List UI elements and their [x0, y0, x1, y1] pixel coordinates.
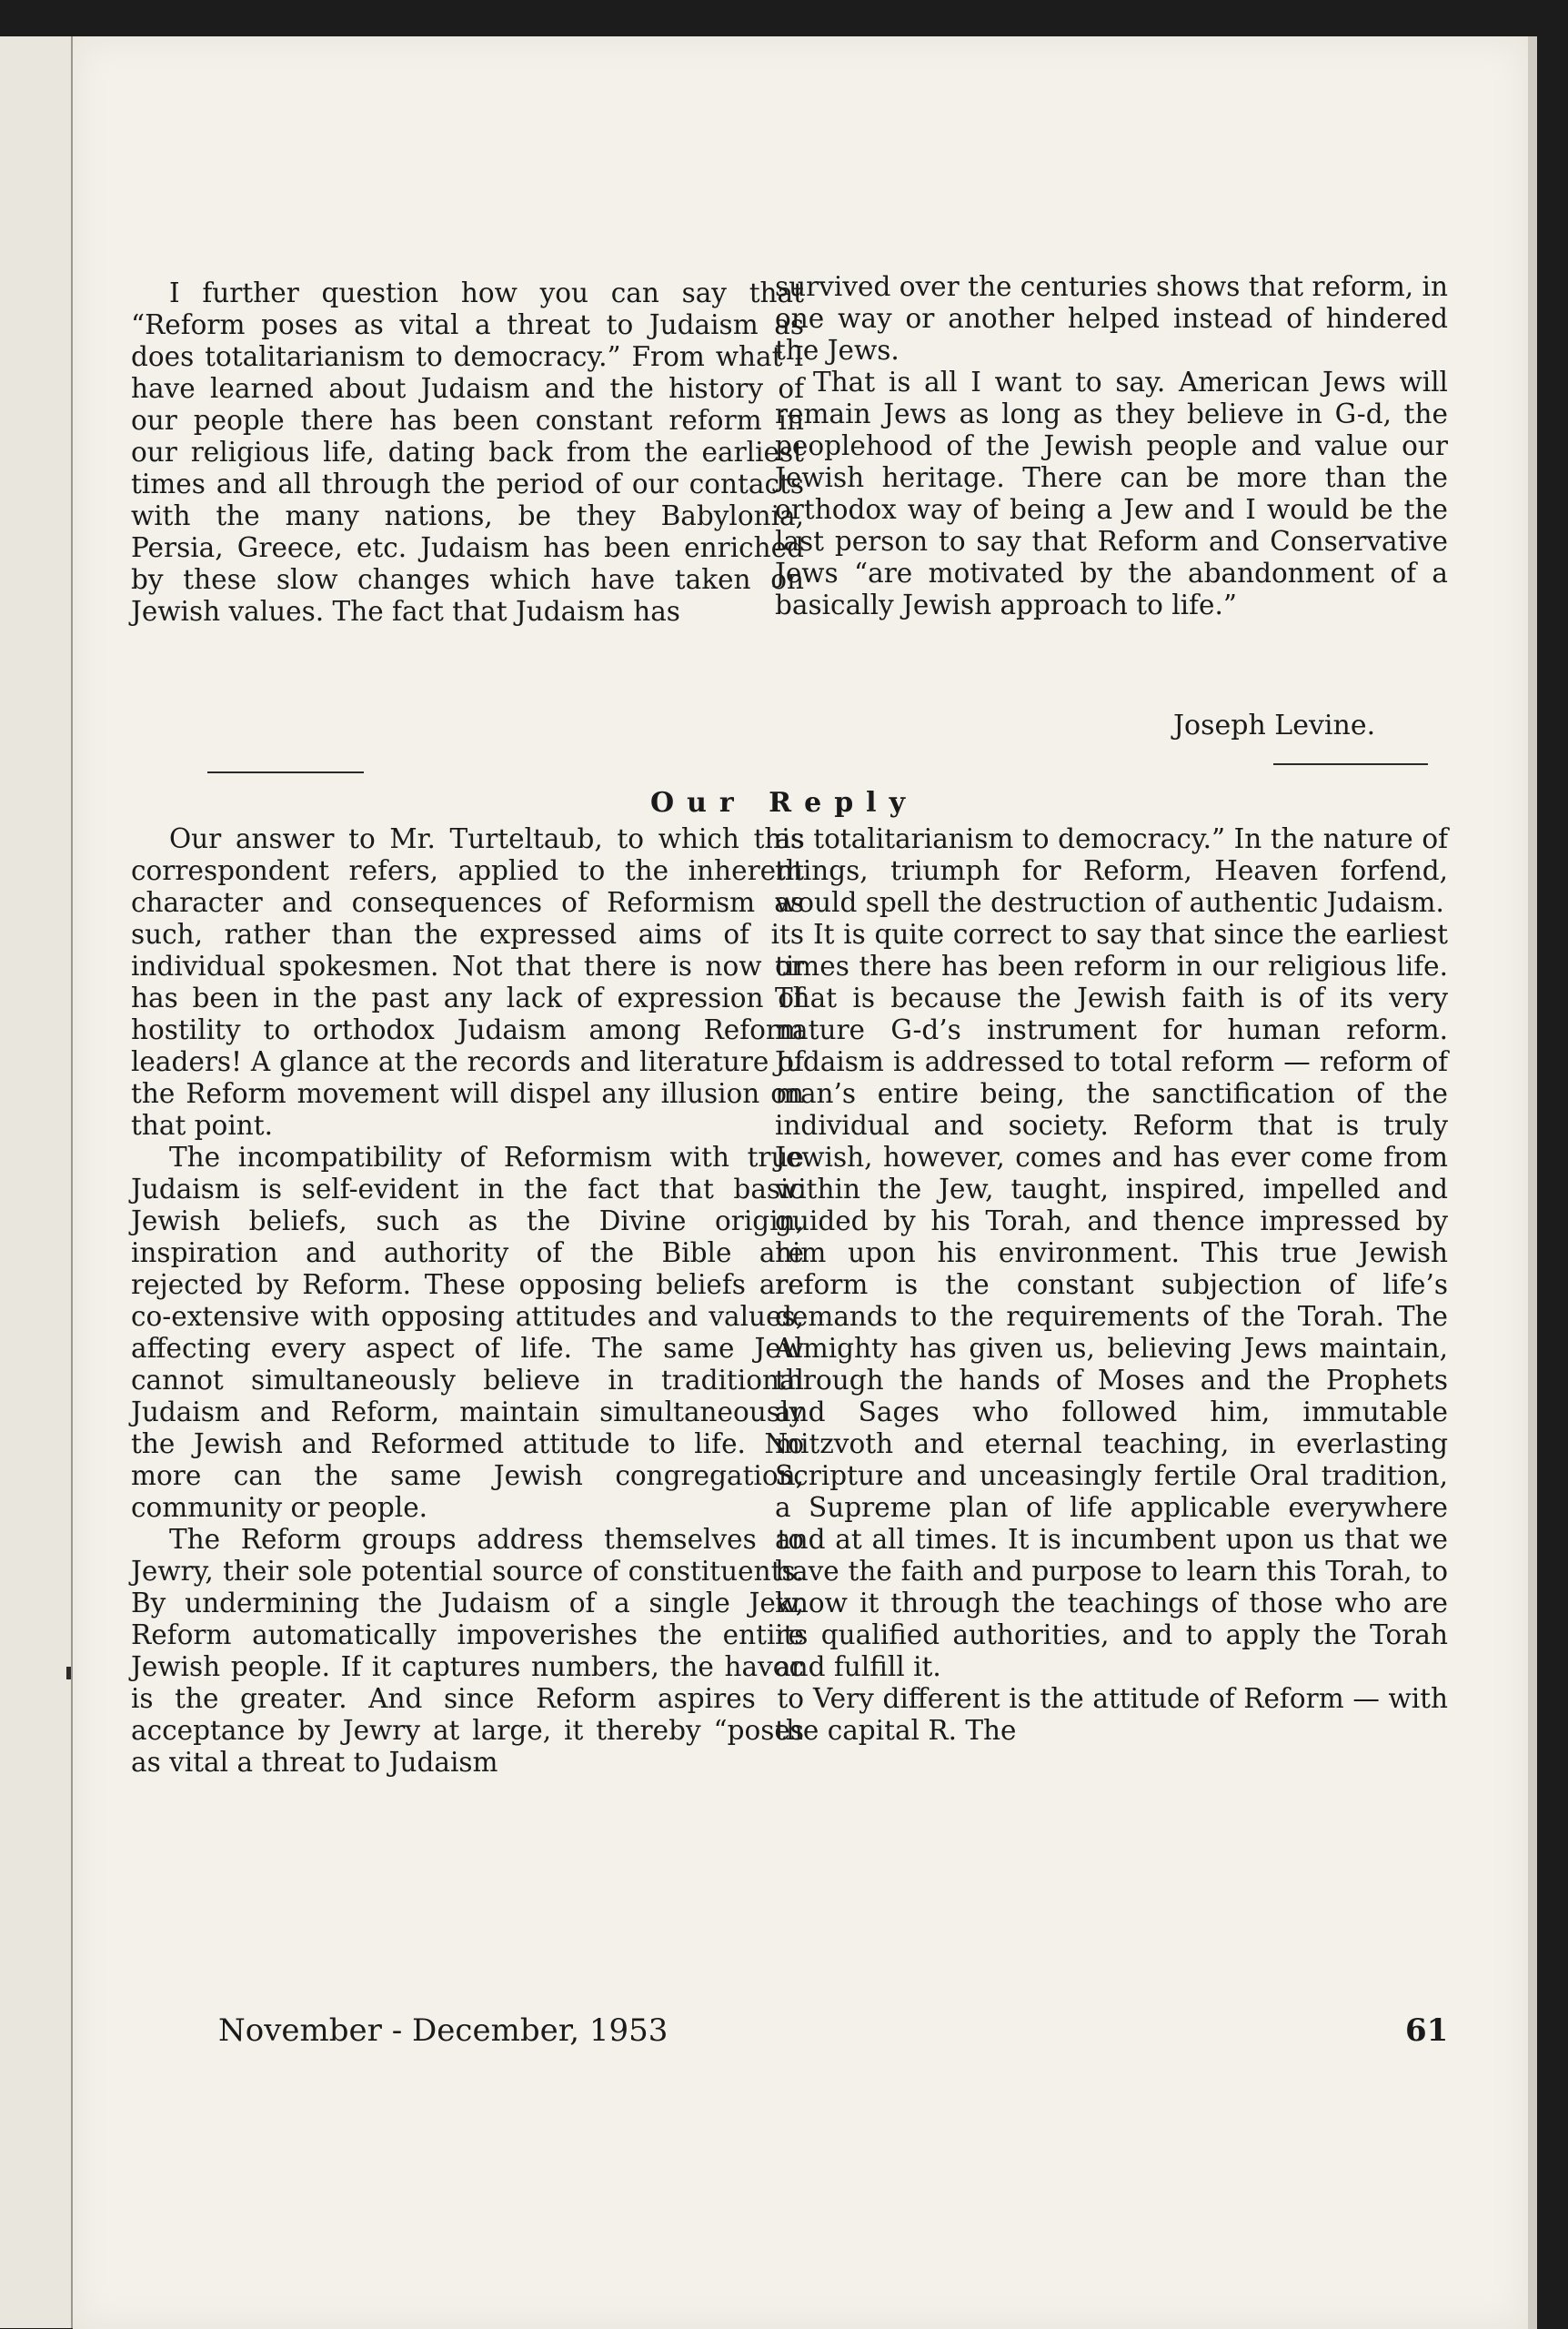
reply-left-column	[131, 823, 804, 1779]
reply-paragraph: Very different is the attitude of Reform — with the capital R. The	[775, 1683, 1448, 1746]
footer-issue-date: November - December, 1953	[218, 2012, 668, 2049]
page-number: 61	[1405, 2012, 1449, 2049]
margin-mark	[66, 1667, 71, 1679]
letter-paragraph: survived over the centuries shows that reform, in one way or another helped instead of hindered the Jews.	[775, 271, 1448, 366]
reply-paragraph: The incompatibility of Reformism with true Judaism is self-evident in the fact that basic Jewish beliefs, such as the Divine origin, inspiration and authority of the Bible are rejected by Reform. These opposing beliefs are co-extensive with opposing attitudes and values, affecting every aspect of life. The same Jew cannot simultaneously believe in traditional Judaism and Reform, maintain simultaneously the Jewish and Reformed attitude to life. No more can the same Jewish congregation, community or people.	[131, 1142, 804, 1523]
reply-paragraph: as totalitarianism to democracy.” In the nature of things, triumph for Reform, Heaven forfend, would spell the destruction of authentic Judaism.	[775, 823, 1448, 918]
letter-signature: Joseph Levine.	[1173, 710, 1376, 741]
reply-right-column	[775, 823, 1448, 1747]
letter-paragraph: I further question how you can say that “Reform poses as vital a threat to Judaism as does totalitarianism to democracy.” From what I have learned about Judaism and the history of our people there has been constant reform in our religious life, dating back from the earliest times and all through the period of our contacts with the many nations, be they Babylonia, Persia, Greece, etc. Judaism has been enriched by these slow changes which have taken on Jewish values. The fact that Judaism has	[131, 277, 804, 627]
section-divider-left	[207, 771, 364, 773]
letter-paragraph: That is all I want to say. American Jews will remain Jews as long as they believe in G-d, the peoplehood of the Jewish people and value our Jewish heritage. There can be more than the orthodox way of being a Jew and I would be the last person to say that Reform and Conservative Jews “are motivated by the abandonment of a basically Jewish approach to life.”	[775, 367, 1448, 620]
reply-paragraph: Our answer to Mr. Turteltaub, to which this correspondent refers, applied to the inherent character and consequences of Reformism as such, rather than the expressed aims of its individual spokesmen. Not that there is now or has been in the past any lack of expression of hostility to orthodox Judaism among Reform leaders! A glance at the records and literature of the Reform movement will dispel any illusion on that point.	[131, 823, 804, 1141]
letter-right-column	[775, 271, 1448, 621]
section-divider-right	[1273, 763, 1428, 765]
reply-paragraph: The Reform groups address themselves to Jewry, their sole potential source of constituents. By undermining the Judaism of a single Jew, Reform automatically impoverishes the entire Jewish people. If it captures numbers, the havoc is the greater. And since Reform aspires to acceptance by Jewry at large, it thereby “poses as vital a threat to Judaism	[131, 1524, 804, 1778]
section-heading: Our Reply	[649, 787, 919, 819]
letter-left-column	[131, 277, 804, 628]
reply-paragraph: It is quite correct to say that since the earliest times there has been reform in our religious life. That is because the Jewish faith is of its very nature G-d’s instrument for human reform. Judaism is addressed to total reform — reform of man’s entire being, the sanctification of the individual and society. Reform that is truly Jewish, however, comes and has ever come from within the Jew, taught, inspired, impelled and guided by his Torah, and thence impressed by him upon his environment. This true Jewish reform is the constant subjection of life’s demands to the requirements of the Torah. The Almighty has given us, believing Jews maintain, through the hands of Moses and the Prophets and Sages who followed him, immutable mitzvoth and eternal teaching, in everlasting Scripture and unceasingly fertile Oral tradition, a Supreme plan of life applicable everywhere and at all times. It is incumbent upon us that we have the faith and purpose to learn this Torah, to know it through the teachings of those who are its qualified authorities, and to apply the Torah and fulfill it.	[775, 919, 1448, 1682]
left-page-edge	[0, 36, 73, 2328]
